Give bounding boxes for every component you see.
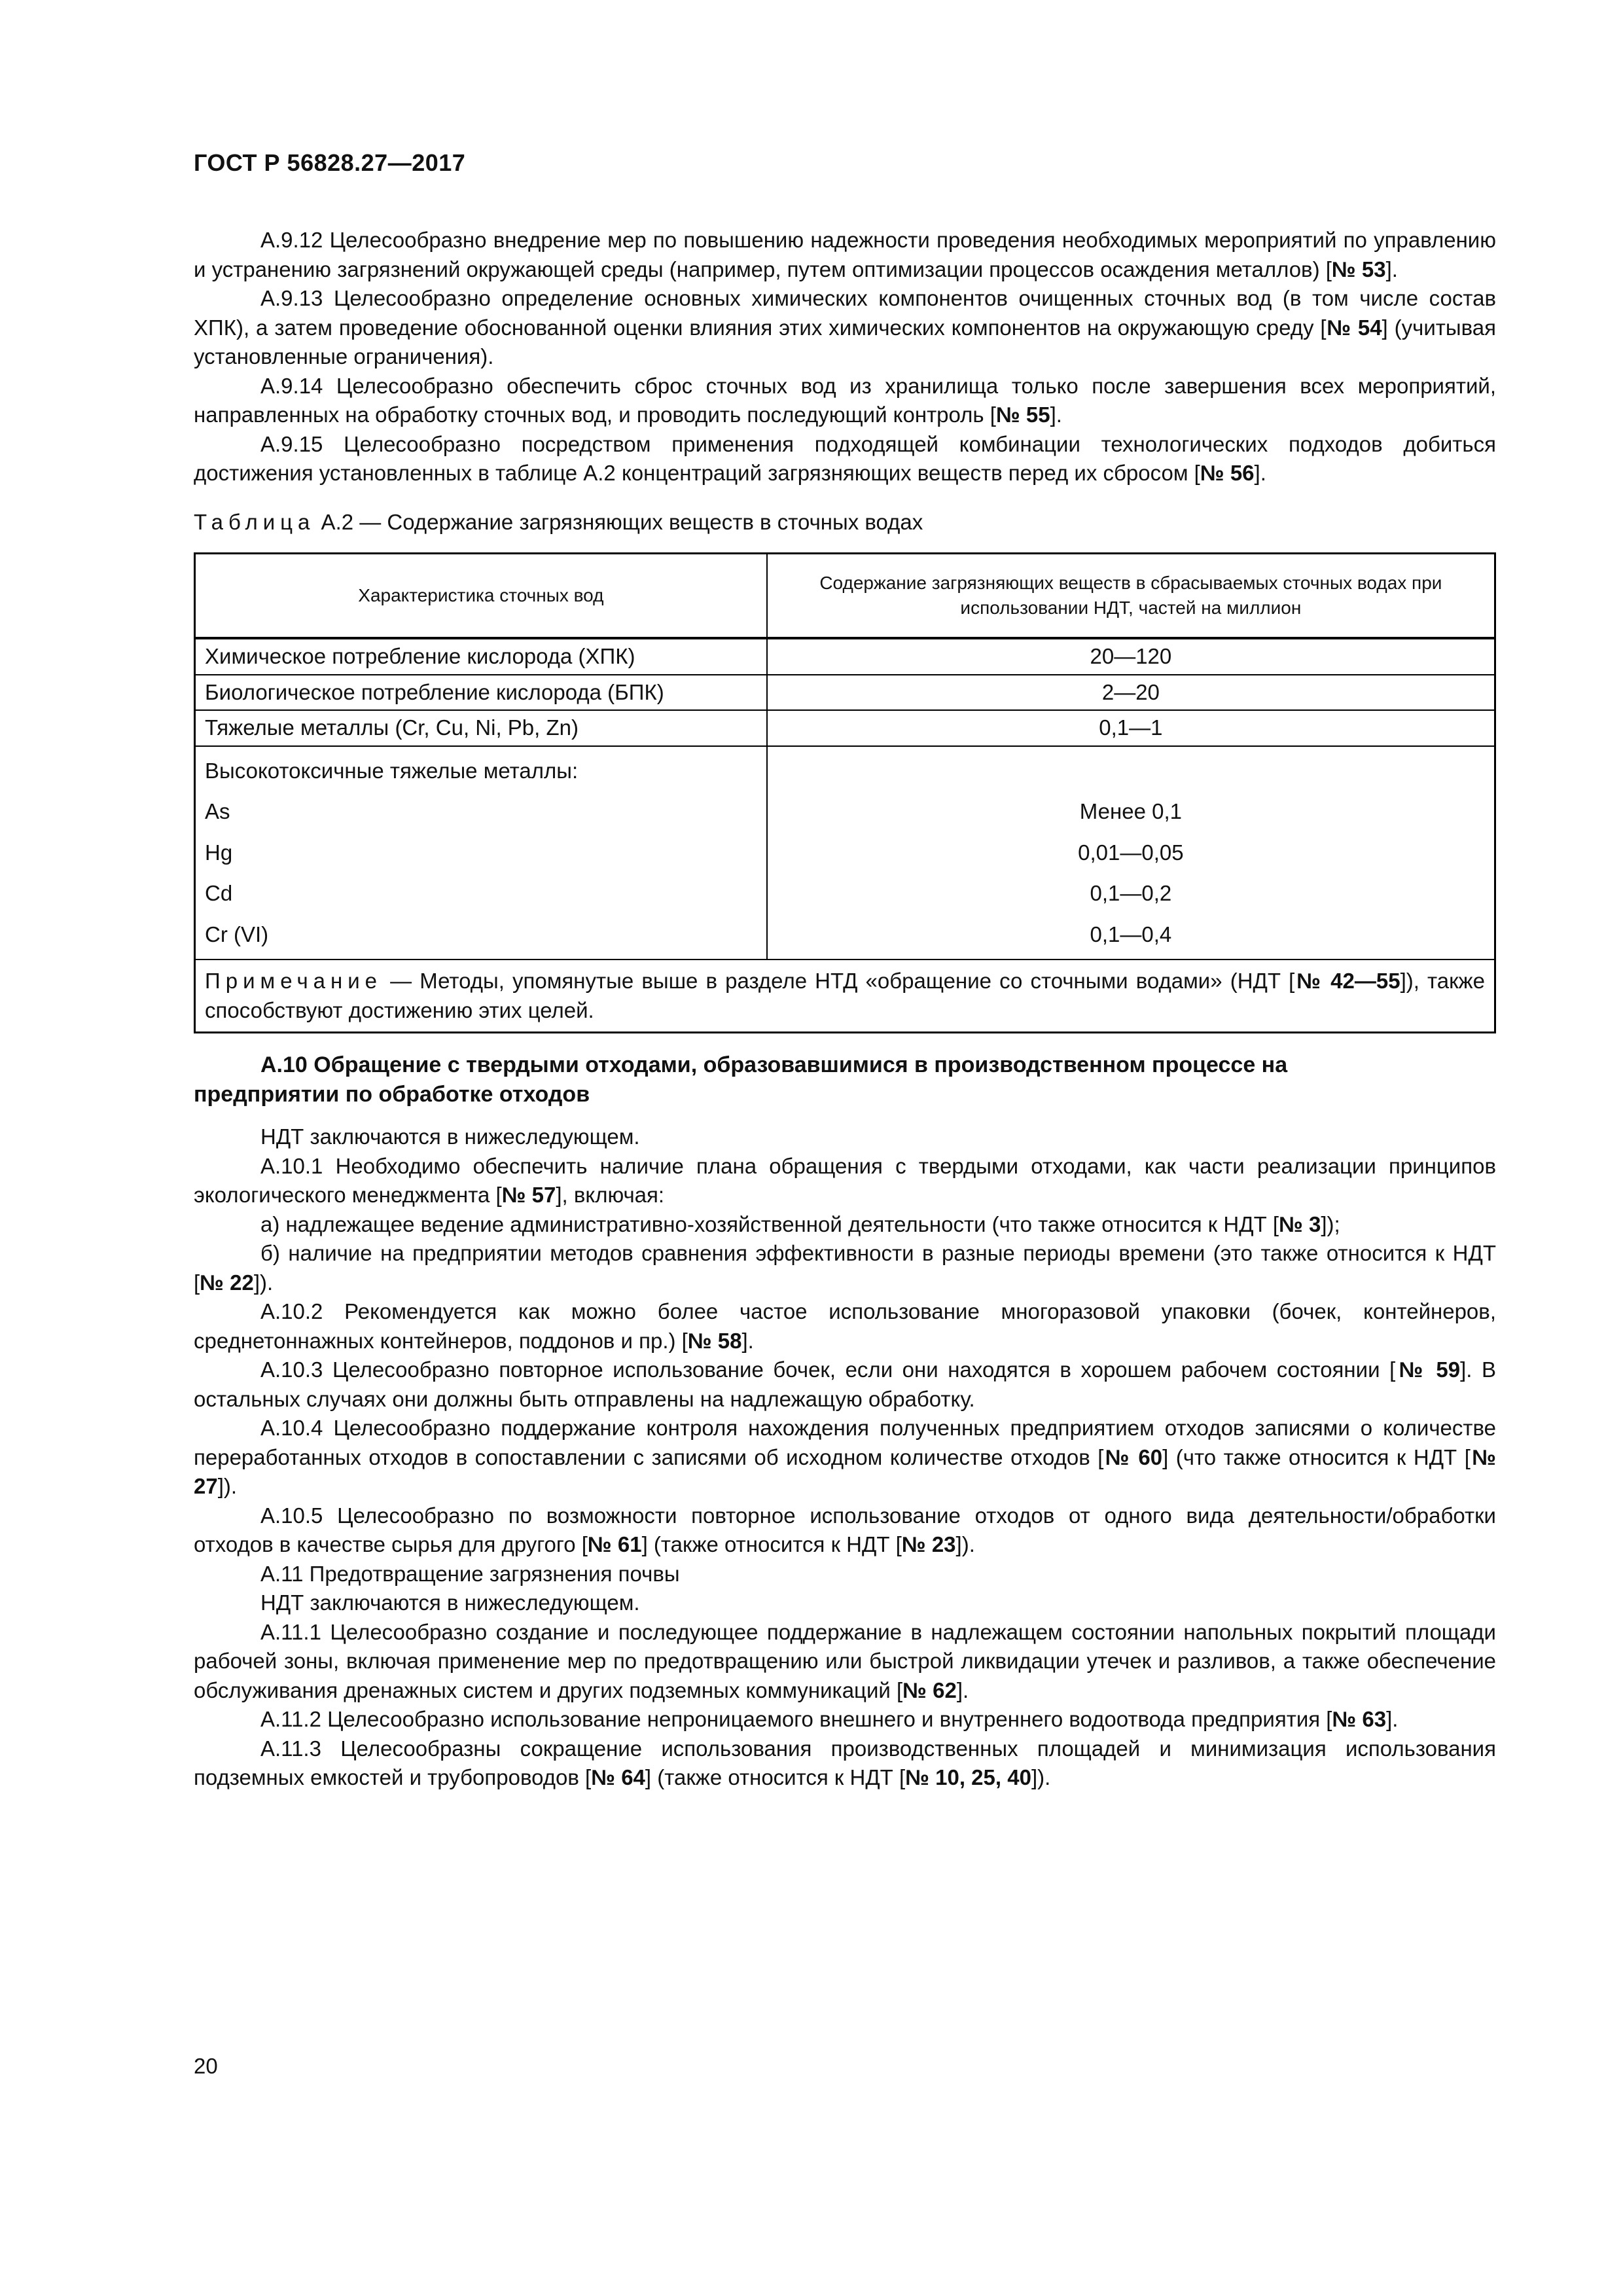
- table-row-group: [195, 746, 1495, 960]
- text: А.10.5 Целесообразно по возможности повторное использование отходов от одного вида деятельности/обработки отходов в качестве сырья для другого [: [194, 1503, 1496, 1556]
- reference: № 54: [1326, 315, 1382, 340]
- text: А.9.13 Целесообразно определение основных химических компонентов очищенных сточных вод (в том числе состав ХПК), а затем проведение обоснованной оценки влияния этих химических компонентов на окружающую среду [: [194, 286, 1496, 340]
- table-note: [195, 960, 1495, 1033]
- table-header-row: [195, 554, 1495, 639]
- table-caption: [194, 508, 1496, 537]
- text: НДТ заключаются в нижеследующем.: [260, 1590, 640, 1615]
- note-reference: № 42—55: [1294, 969, 1400, 993]
- text: ]).: [217, 1474, 238, 1498]
- text: ].: [956, 1677, 969, 1702]
- reference: № 60: [1103, 1444, 1163, 1469]
- text: ]. В остальных случаях они должны быть отправлены на надлежащую обработку.: [194, 1357, 1496, 1411]
- paragraph-a9-12: [194, 226, 1496, 284]
- text: ]);: [1321, 1211, 1340, 1236]
- group-item-value: 0,1—0,2: [1090, 881, 1172, 905]
- paragraph-a10-3: [194, 1355, 1496, 1414]
- row-characteristic: Химическое потребление кислорода (ХПК): [195, 638, 767, 675]
- text: ]).: [253, 1270, 274, 1295]
- table-row: [195, 675, 1495, 711]
- document-code: ГОСТ Р 56828.27—2017: [194, 149, 466, 176]
- group-item-name: Cr (VI): [205, 922, 269, 946]
- text: А.11.2 Целесообразно использование непроницаемого внешнего и внутреннего водоотвода предприятия [: [260, 1707, 1332, 1731]
- paragraph-a10-4: [194, 1414, 1496, 1501]
- reference: № 55: [995, 403, 1050, 427]
- reference: № 27: [194, 1444, 1496, 1498]
- page-number: 20: [194, 2054, 218, 2078]
- reference: № 62: [902, 1677, 957, 1702]
- text: ].: [1050, 403, 1062, 427]
- text: ].: [741, 1328, 754, 1353]
- table-note-row: [195, 960, 1495, 1033]
- reference: № 10, 25, 40: [905, 1765, 1031, 1789]
- note-text: — Методы, упомянутые выше в разделе НТД «обращение со сточными водами» (НДТ [: [382, 969, 1295, 993]
- text: ], включая:: [556, 1183, 665, 1207]
- row-value: 20—120: [767, 638, 1495, 675]
- group-item-name: Cd: [205, 881, 233, 905]
- text: А.11.1 Целесообразно создание и последующее поддержание в надлежащем состоянии напольных покрытий площади рабочей зоны, включая применение мер по предотвращению или быстрой ликвидации утечек и разливов, а также обеспечение обслуживания дренажных систем и других подземных коммуникаций [: [194, 1619, 1496, 1702]
- text: ]).: [955, 1532, 975, 1556]
- text: А.11.3 Целесообразны сокращение использования производственных площадей и минимизация использования подземных емкостей и трубопроводов [: [194, 1736, 1496, 1789]
- group-values: [767, 746, 1495, 960]
- text: ] (также относится к НДТ [: [641, 1532, 902, 1556]
- row-value: 2—20: [767, 675, 1495, 711]
- paragraph-item-a: [194, 1210, 1496, 1240]
- text: ] (что также относится к НДТ [: [1162, 1444, 1471, 1469]
- page-content: [194, 226, 1496, 1793]
- text: А.9.12 Целесообразно внедрение мер по повышению надежности проведения необходимых мероприятий по управлению и устранению загрязнений окружающей среды (например, путем оптимизации процессов осаждения металлов) [: [194, 228, 1496, 281]
- reference: № 23: [901, 1532, 956, 1556]
- group-item-name: As: [205, 799, 230, 823]
- paragraph: [194, 1122, 1496, 1152]
- caption-text: А.2 — Содержание загрязняющих веществ в сточных водах: [315, 509, 923, 534]
- row-value: 0,1—1: [767, 710, 1495, 746]
- group-item-value: 0,1—0,4: [1090, 922, 1172, 946]
- paragraph-a11-1: [194, 1618, 1496, 1706]
- paragraph-a9-13: [194, 284, 1496, 372]
- paragraph-a9-14: [194, 372, 1496, 430]
- text: а) надлежащее ведение административно-хозяйственной деятельности (что также относится к НДТ [: [260, 1211, 1279, 1236]
- text: А.9.15 Целесообразно посредством применения подходящей комбинации технологических подходов добиться достижения установленных в таблице А.2 концентраций загрязняющих веществ перед их сбросом [: [194, 431, 1496, 485]
- reference: № 61: [587, 1532, 642, 1556]
- text: ].: [1386, 1707, 1399, 1731]
- reference: № 63: [1332, 1707, 1387, 1731]
- group-title: Высокотоксичные тяжелые металлы:: [205, 758, 579, 783]
- column-header-content: Содержание загрязняющих веществ в сбрасываемых сточных водах при использовании НДТ, частей на миллион: [767, 554, 1495, 639]
- caption-label: Таблица: [194, 509, 315, 534]
- reference: № 57: [501, 1183, 556, 1207]
- reference: № 3: [1279, 1211, 1321, 1236]
- text: А.11 Предотвращение загрязнения почвы: [260, 1561, 680, 1586]
- table-row: [195, 638, 1495, 675]
- reference: № 53: [1331, 257, 1386, 281]
- note-text: ]), также способствуют достижению этих целей.: [205, 969, 1485, 1022]
- text: ].: [1385, 257, 1398, 281]
- text: ]).: [1031, 1765, 1051, 1789]
- row-characteristic: Тяжелые металлы (Cr, Cu, Ni, Pb, Zn): [195, 710, 767, 746]
- paragraph-a11-3: [194, 1734, 1496, 1793]
- reference: № 56: [1200, 461, 1255, 485]
- text: А.10.2 Рекомендуется как можно более частое использование многоразовой упаковки (бочек, контейнеров, среднетоннажных контейнеров, поддонов и пр.) [: [194, 1299, 1496, 1353]
- text: НДТ заключаются в нижеследующем.: [260, 1124, 640, 1149]
- paragraph: [194, 1588, 1496, 1618]
- group-characteristics: [195, 746, 767, 960]
- group-item-name: Hg: [205, 840, 233, 865]
- text: ] (также относится к НДТ [: [645, 1765, 906, 1789]
- text: ] (учитывая установленные ограничения).: [194, 315, 1496, 368]
- paragraph-a10-2: [194, 1297, 1496, 1355]
- text: А.10.3 Целесообразно повторное использование бочек, если они находятся в хорошем рабочем состоянии [: [260, 1357, 1396, 1382]
- section-title-a10: А.10 Обращение с твердыми отходами, образовавшимися в производственном процессе на предприятии по обработке отходов: [194, 1052, 1288, 1107]
- paragraph-item-b: [194, 1239, 1496, 1297]
- text: А.10.1 Необходимо обеспечить наличие плана обращения с твердыми отходами, как части реализации принципов экологического менеджмента [: [194, 1153, 1496, 1207]
- pollutants-table: [194, 552, 1496, 1033]
- paragraph-a9-15: [194, 430, 1496, 488]
- column-header-characteristic: Характеристика сточных вод: [195, 554, 767, 639]
- reference: № 58: [687, 1328, 742, 1353]
- paragraph-a10-5: [194, 1501, 1496, 1560]
- group-item-value: 0,01—0,05: [1078, 840, 1184, 865]
- text: А.9.14 Целесообразно обеспечить сброс сточных вод из хранилища только после завершения всех мероприятий, направленных на обработку сточных вод, и проводить последующий контроль [: [194, 373, 1496, 427]
- row-characteristic: Биологическое потребление кислорода (БПК): [195, 675, 767, 711]
- reference: № 59: [1395, 1357, 1461, 1382]
- text: ].: [1254, 461, 1266, 485]
- text: А.10.4 Целесообразно поддержание контроля нахождения полученных предприятием отходов записями о количестве переработанных отходов в сопоставлении с записями об исходном количестве отходов [: [194, 1416, 1496, 1469]
- group-empty: [777, 751, 1485, 792]
- table-row: [195, 710, 1495, 746]
- paragraph-a11-2: [194, 1705, 1496, 1734]
- paragraph-a11-heading: [194, 1560, 1496, 1589]
- group-item-value: Менее 0,1: [1079, 799, 1182, 823]
- paragraph-a10-1: [194, 1152, 1496, 1210]
- reference: № 64: [591, 1765, 645, 1789]
- text: б) наличие на предприятии методов сравнения эффективности в разные периоды времени (это также относится к НДТ [: [194, 1241, 1496, 1295]
- note-label: Примечание: [205, 969, 383, 993]
- reference: № 22: [200, 1270, 254, 1295]
